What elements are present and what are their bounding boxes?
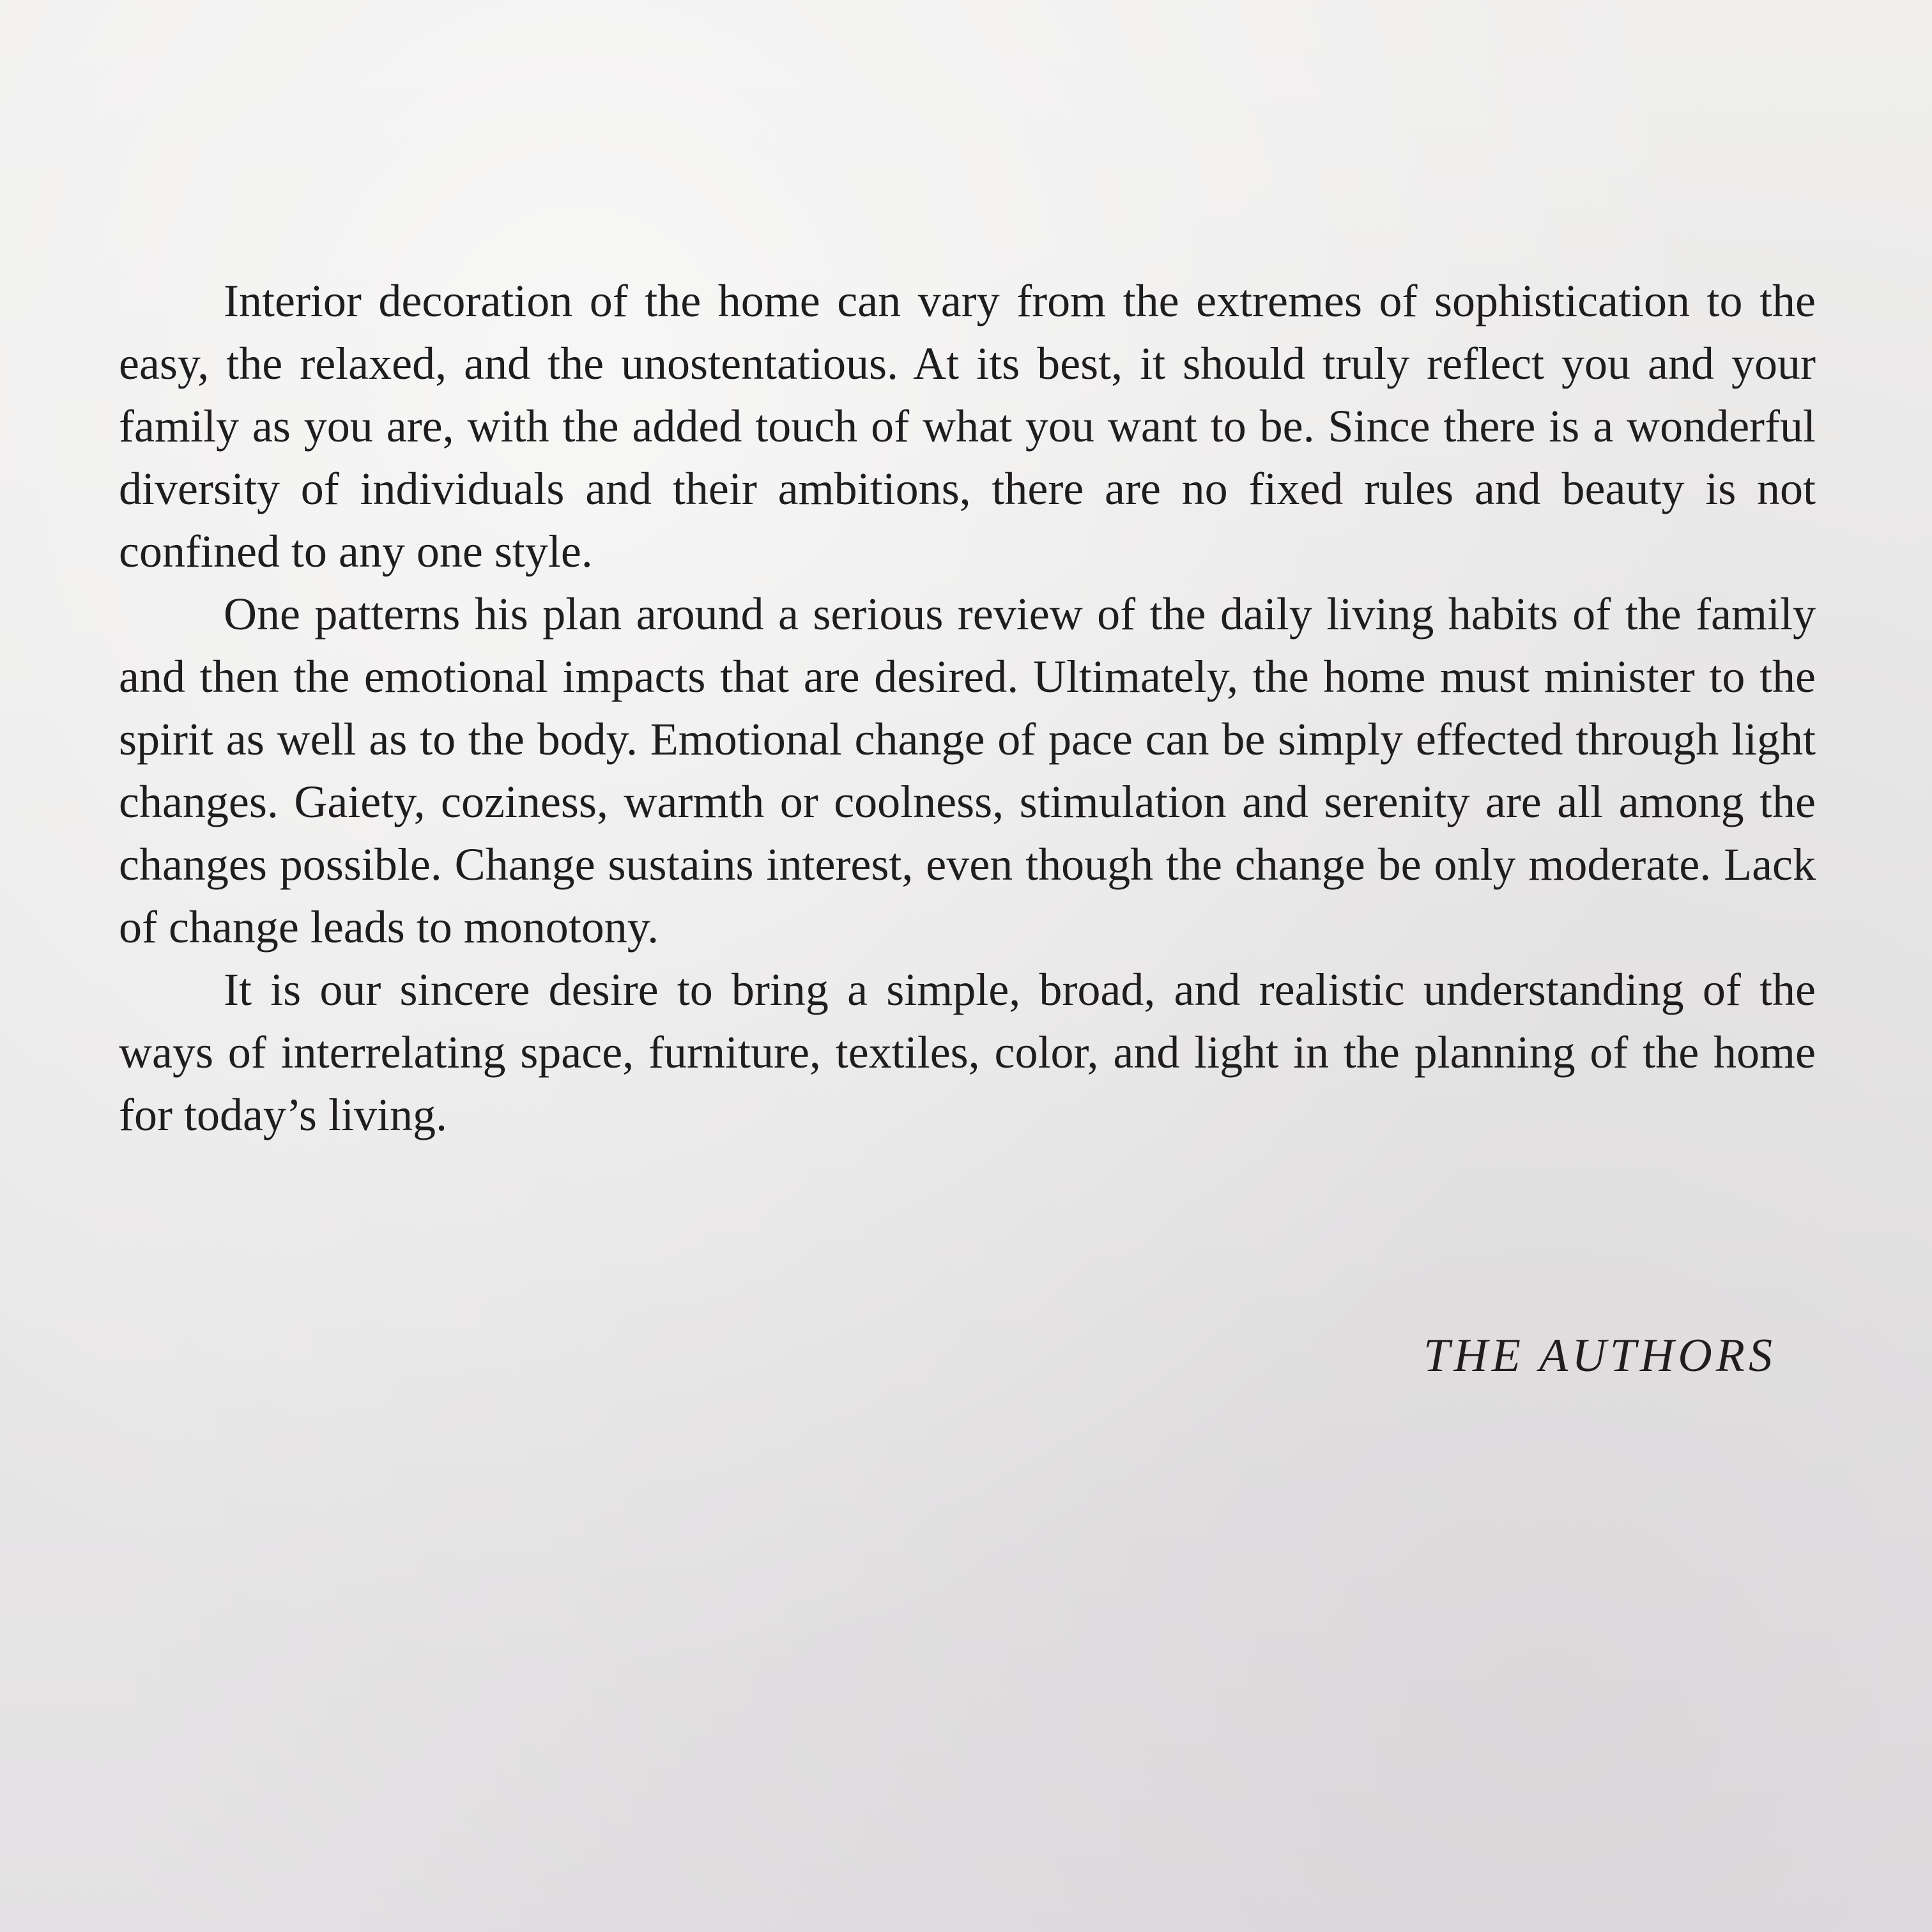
preface-text bbox=[119, 270, 1816, 1146]
signature: THE AUTHORS bbox=[1423, 1330, 1776, 1382]
paragraph-2: One patterns his plan around a serious review of the daily living habits of the family and then the emotional impacts that are desired. Ultimately, the home must minister to the spirit as well as to the body. Emotional change of pace can be simply effected through light changes. Gaiety, coziness, warmth or coolness, stimulation and serenity are all among the changes possible. Change sustains interest, even though the change be only moderate. Lack of change leads to monotony. bbox=[119, 588, 1816, 953]
paragraph-3: It is our sincere desire to bring a simple, broad, and realistic understanding of the ways of interrelating space, furniture, textiles, color, and light in the planning of the home for today’s living. bbox=[119, 964, 1816, 1140]
paragraph-1: Interior decoration of the home can vary from the extremes of sophistication to the easy, the relaxed, and the unostentatious. At its best, it should truly reflect you and your family as you are, with the added touch of what you want to be. Since there is a wonderful diversity of individuals and their ambitions, there are no fixed rules and beauty is not confined to any one style. bbox=[119, 275, 1816, 577]
